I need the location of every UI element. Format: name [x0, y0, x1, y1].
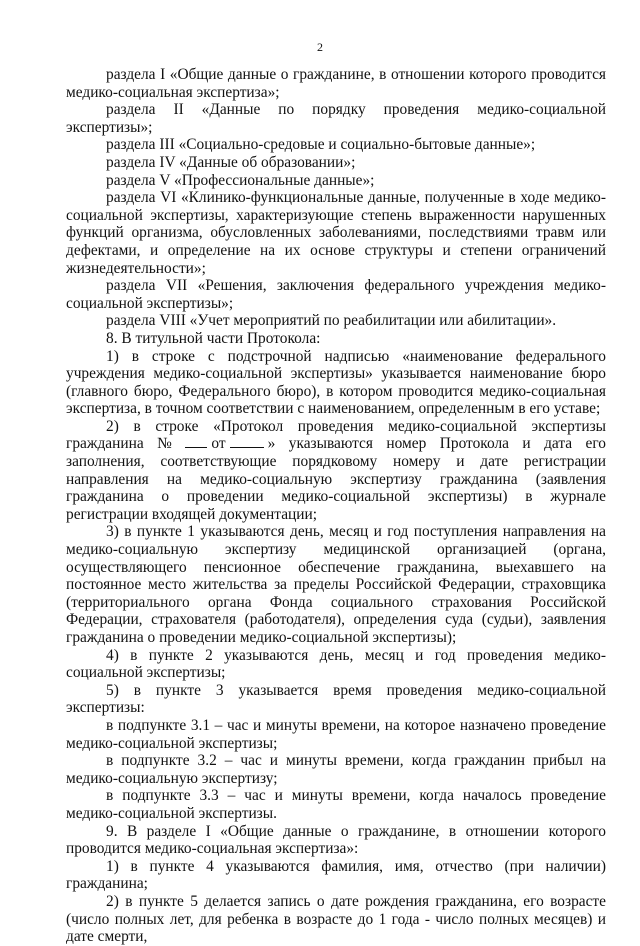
paragraph: раздела I «Общие данные о гражданине, в отношении которого проводится медико-социальная экспертиза»; [66, 66, 606, 101]
paragraph: раздела II «Данные по порядку проведения медико-социальной экспертизы»; [66, 101, 606, 136]
paragraph: 4) в пункте 2 указываются день, месяц и год проведения медико-социальной экспертизы; [66, 646, 606, 682]
paragraph: 5) в пункте 3 указывается время проведения медико-социальной экспертизы: [66, 681, 606, 717]
paragraph: в подпункте 3.1 – час и минуты времени, на которое назначено проведение медико-социальной экспертизы; [66, 716, 606, 752]
paragraph-part: от [211, 435, 226, 453]
paragraph: раздела IV «Данные об образовании»; [106, 153, 356, 171]
paragraph: в подпункте 3.3 – час и минуты времени, когда началось проведение медико-социальной экспертизы. [66, 787, 606, 822]
paragraph: раздела VIII «Учет мероприятий по реабилитации или абилитации». [106, 312, 557, 330]
paragraph: раздела V «Профессиональные данные»; [106, 171, 375, 189]
paragraph: 8. В титульной части Протокола: [106, 329, 321, 347]
blank-line [230, 436, 264, 448]
paragraph: 9. В разделе I «Общие данные о гражданине, в отношении которого проводится медико-социальная экспертиза»: [66, 822, 606, 858]
paragraph: 2) в пункте 5 делается запись о дате рождения гражданина, его возрасте (число полных лет, для ребенка в возрасте до 1 года - число полных месяцев) и дате смерти, [66, 892, 606, 946]
paragraph-part: » указываются номер Протокола и дата его заполнения, соответствующие порядковому номеру и дате регистрации направления на медико-социальную экспертизу гражданина (заявления гражданина о проведении медико-социальной экспертизы) в журнале регистрации входящей документации; [66, 435, 606, 523]
paragraph: в подпункте 3.2 – час и минуты времени, когда гражданин прибыл на медико-социальную экспертизу; [66, 752, 606, 787]
paragraph: 3) в пункте 1 указываются день, месяц и год поступления направления на медико-социальную экспертизу медицинской организацией (органа, осуществляющего пенсионное обеспечение гражданина, выехавшего на постоянное место жительства за пределы Российской Федерации, страховщика (территориального органа Фонда социального страхования Российской Федерации, страхователя (работодателя), определения суда (судьи), заявления гражданина о проведении медико-социальной экспертизы); [66, 523, 606, 646]
blank-line [185, 436, 207, 448]
paragraph: раздела VII «Решения, заключения федерального учреждения медико-социальной экспертизы»; [66, 277, 606, 312]
page-number: 2 [317, 40, 323, 54]
paragraph: 1) в строке с подстрочной надписью «наименование федерального учреждения медико-социальной экспертизы» указывается наименование бюро (главного бюро, Федерального бюро), в котором проводится медико-социальная экспертиза, в точном соответствии с наименованием, определенным в его уставе; [66, 347, 606, 418]
paragraph: раздела VI «Клинико-функциональные данные, полученные в ходе медико-социальной экспертизы, характеризующие степень выраженности нарушенных функций организма, обусловленных заболеваниями, последствиями травм или дефектами, и определение на их основе структуры и степени ограничений жизнедеятельности»; [66, 189, 606, 277]
document-body [66, 66, 606, 946]
paragraph-protocol-number [66, 418, 606, 524]
paragraph: 1) в пункте 4 указываются фамилия, имя, отчество (при наличии) гражданина; [66, 857, 606, 893]
paragraph: раздела III «Социально-средовые и социально-бытовые данные»; [106, 136, 536, 154]
paragraph-part: 2) в строке «Протокол проведения медико-социальной экспертизы гражданина № [66, 417, 606, 453]
